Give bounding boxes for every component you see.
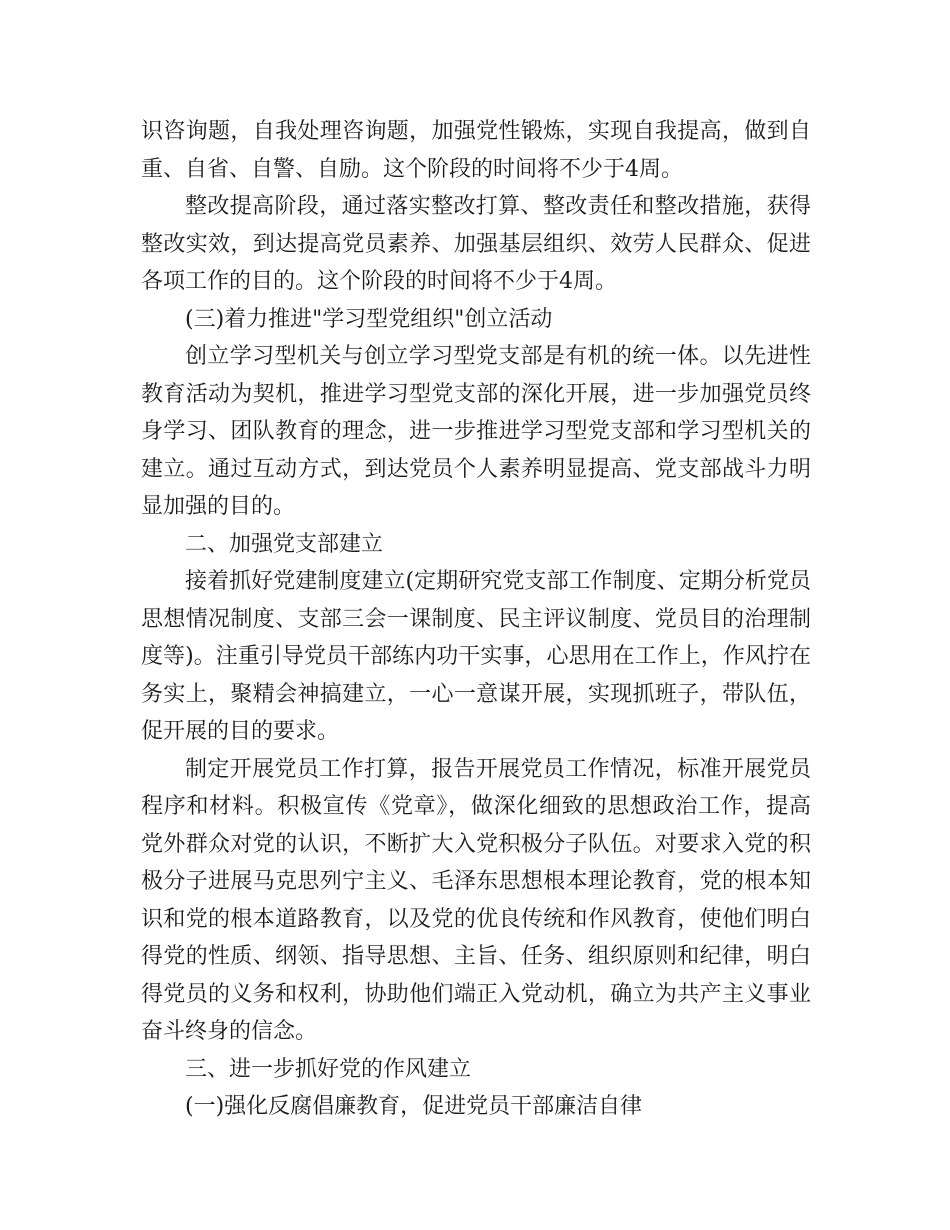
- document-body: [141, 113, 811, 1126]
- section-heading-learning-party-organization: (三)着力推进"学习型党组织"创立活动: [185, 306, 553, 332]
- section-heading-party-style-building: 三、进一步抓好党的作风建立: [185, 1056, 472, 1082]
- section-heading-party-branch-building: 二、加强党支部建立: [185, 531, 384, 557]
- paragraph-learning-organization: 创立学习型机关与创立学习型党支部是有机的统一体。以先进性教育活动为契机，推进学习型党支部的深化开展，进一步加强党员终身学习、团队教育的理念，进一步推进学习型党支部和学习型机关的建立。通过互动方式，到达党员个人素养明显提高、党支部战斗力明显加强的目的。: [141, 344, 811, 519]
- paragraph-stage-continuation: 识咨询题，自我处理咨询题，加强党性锻炼，实现自我提高，做到自重、自省、自警、自励。这个阶段的时间将不少于4周。: [141, 119, 811, 182]
- paragraph-member-development: 制定开展党员工作打算，报告开展党员工作情况，标准开展党员程序和材料。积极宣传《党章》，做深化细致的思想政治工作，提高党外群众对党的认识，不断扩大入党积极分子队伍。对要求入党的积极分子进展马克思列宁主义、毛泽东思想根本理论教育，党的根本知识和党的根本道路教育，以及党的优良传统和作风教育，使他们明白得党的性质、纲领、指导思想、主旨、任务、组织原则和纪律，明白得党员的义务和权利，协助他们端正入党动机，确立为共产主义事业奋斗终身的信念。: [141, 756, 811, 1044]
- subsection-heading-anti-corruption: (一)强化反腐倡廉教育，促进党员干部廉洁自律: [185, 1094, 643, 1119]
- paragraph-party-building-system: 接着抓好党建制度建立(定期研究党支部工作制度、定期分析党员思想情况制度、支部三会一课制度、民主评议制度、党员目的治理制度等)。注重引导党员干部练内功干实事，心思用在工作上，作风拧在务实上，聚精会神搞建立，一心一意谋开展，实现抓班子，带队伍，促开展的目的要求。: [141, 569, 811, 744]
- paragraph-rectification-stage: 整改提高阶段，通过落实整改打算、整改责任和整改措施，获得整改实效，到达提高党员素养、加强基层组织、效劳人民群众、促进各项工作的目的。这个阶段的时间将不少于4周。: [141, 194, 811, 294]
